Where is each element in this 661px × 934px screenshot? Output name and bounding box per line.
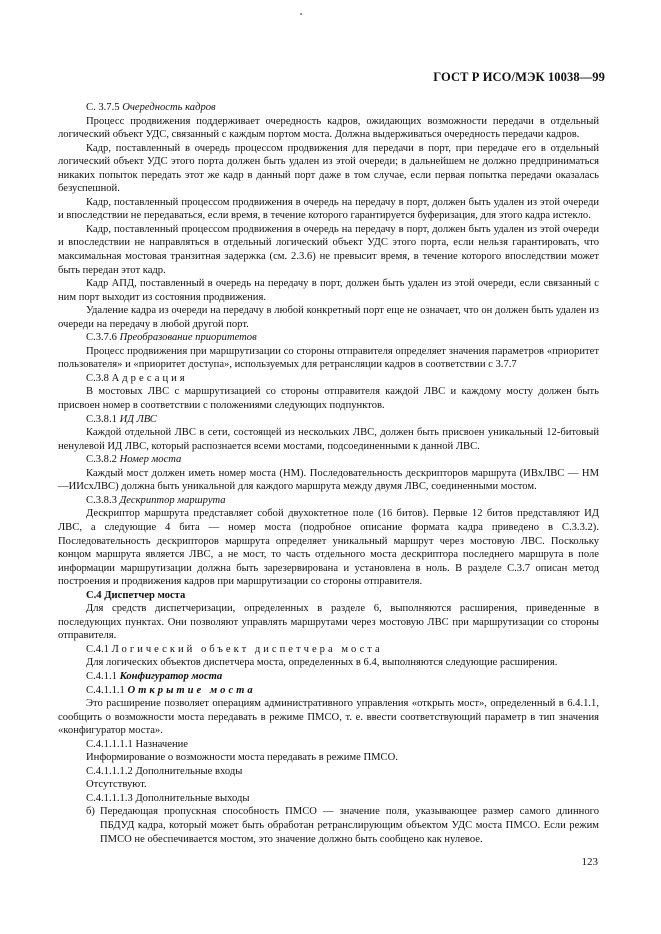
paragraph: Информирование о возможности моста передавать в режиме ПМСО. <box>86 752 398 764</box>
paragraph: Процесс продвижения при маршрутизации со стороны отправителя определяет значения параметров «приоритет пользователя» и «приоритет доступа», используемых для ретрансляции кадров в соответствии с 3.7.7 <box>58 345 599 371</box>
paragraph: Удаление кадра из очереди на передачу в любой конкретный порт еще не означает, что он должен быть удален из очереди на передачу в любой другой порт. <box>58 305 599 330</box>
paragraph: Каждый мост должен иметь номер моста (НМ). Последовательность дескрипторов маршрута (ИВхЛВС — НМ—ИИсхЛВС) должна быть уникальной для каждого маршрута между двумя ЛВС, соединенными мостом. <box>58 467 599 493</box>
section-heading: С.3.8.1 ИД ЛВС <box>86 413 157 425</box>
paragraph: Каждой отдельной ЛВС в сети, состоящей из нескольких ЛВС, должен быть присвоен уникальный 12-битовый ненулевой ИД ЛВС, который распознается всеми мостами, подсоединенными к данной ЛВС. <box>58 427 599 452</box>
section-heading: С.4 Диспетчер моста <box>86 589 186 601</box>
list-item <box>86 805 599 846</box>
section-heading: С.4.1.1.1 Открытие моста <box>86 684 256 696</box>
section-heading: С. 3.7.5 Очередность кадров <box>86 102 216 113</box>
document-body <box>58 101 599 846</box>
paragraph: Это расширение позволяет операциям административного управления «открыть мост», определенный в 6.4.1.1, сообщить о возможности моста передавать в режиме ПМСО, т. е. ввести соответствующий параметр в тип значения «конфигуратор моста». <box>58 698 599 737</box>
output-list <box>58 805 599 846</box>
section-heading: С.4.1.1.1.1 Назначение <box>86 738 188 750</box>
paragraph: Кадр, поставленный в очередь процессом продвижения для передачи в порт, при передаче его в отдельный логический объект УДС этого порта должен быть удален из этой очереди; в дальнейшем не должно предприниматься никаких попыток передать этот же кадр в данный порт даже в том случае, если первая попытка передачи оказалась безуспешной. <box>58 142 599 195</box>
paragraph: Кадр АПД, поставленный в очередь на передачу в порт, должен быть удален из этой очереди, если связанный с ним порт выходит из состояния продвижения. <box>58 278 599 303</box>
section-heading: С.4.1 Логический объект диспетчера моста <box>86 643 383 655</box>
paragraph: Кадр, поставленный процессом продвижения в очередь на передачу в порт, должен быть удален из этой очереди и впоследствии не направляться в отдельный логический объект УДС этого порта, если нельзя гарантировать, что максимальная мостовая транзитная задержка (см. 2.3.6) не превысит время, в течение которого впоследствии может быть передан этот кадр. <box>58 223 599 276</box>
page-number: 123 <box>581 856 598 868</box>
section-heading: С.4.1.1.1.3 Дополнительные выходы <box>86 792 250 804</box>
paragraph: Дескриптор маршрута представляет собой двухоктетное поле (16 битов). Первые 12 битов представляют ИД ЛВС, а следующие 4 бита — номер моста (подробное описание формата кадра приведено в С.3.3.2). Последовательность дескрипторов маршрута определяет уникальный маршрут через мостовую ЛВС. Поскольку концом маршрута является ЛВС, а не мост, то часть отдельного моста дескриптора последнего маршрута в поле информации маршрутизации должна быть зарезервирована и установлена в ноль. В разделе С.3.7 описан метод построения и продвижения кадров при маршрутизации со стороны отправителя. <box>58 508 599 588</box>
paragraph: Процесс продвижения поддерживает очередность кадров, ожидающих возможности передачи в отдельный логический объект УДС, связанный с каждым портом моста. Должна выдерживаться очередность передачи кадров. <box>58 115 599 141</box>
paragraph: Отсутствуют. <box>86 779 147 791</box>
section-heading: С.4.1.1.1.2 Дополнительные входы <box>86 765 243 777</box>
scan-speck <box>300 13 302 15</box>
section-heading: С.3.8 Адресация <box>86 372 188 384</box>
paragraph: В мостовых ЛВС с маршрутизацией со стороны отправителя каждой ЛВС и каждому мосту должен быть присвоен номер в соответствии с положениями следующих подпунктов. <box>58 386 599 412</box>
section-heading: С.3.7.6 Преобразование приоритетов <box>86 332 257 344</box>
page-header: ГОСТ Р ИСО/МЭК 10038—99 <box>433 70 605 84</box>
paragraph: Кадр, поставленный процессом продвижения в очередь на передачу в порт, должен быть удален из этой очереди и впоследствии не передаваться, если время, в течение которого гарантируется буферизация, для этого кадра истекло. <box>58 196 599 222</box>
list-item-number: б) <box>86 806 95 818</box>
paragraph: Для средств диспетчеризации, определенных в разделе 6, выполняются расширения, приведенные в последующих пунктах. Они позволяют управлять маршрутами через мостовую ЛВС при маршрутизации со стороны отправителя. <box>58 603 599 642</box>
section-heading: С.3.8.2 Номер моста <box>86 454 182 466</box>
section-heading: С.4.1.1 Конфигуратор моста <box>86 670 223 682</box>
section-heading: С.3.8.3 Дескриптор маршрута <box>86 494 226 506</box>
list-item-text: Передающая пропускная способность ПМСО — значение поля, указывающее размер самого длинного ПБДУД кадра, который может быть обработан ретранслирующим объектом УДС моста ПМСО. Если режим ПМСО не обеспечивается мостом, это значение должно быть сообщено как нулевое. <box>100 806 599 845</box>
paragraph: Для логических объектов диспетчера моста, определенных в 6.4, выполняются следующие расширения. <box>86 657 558 669</box>
